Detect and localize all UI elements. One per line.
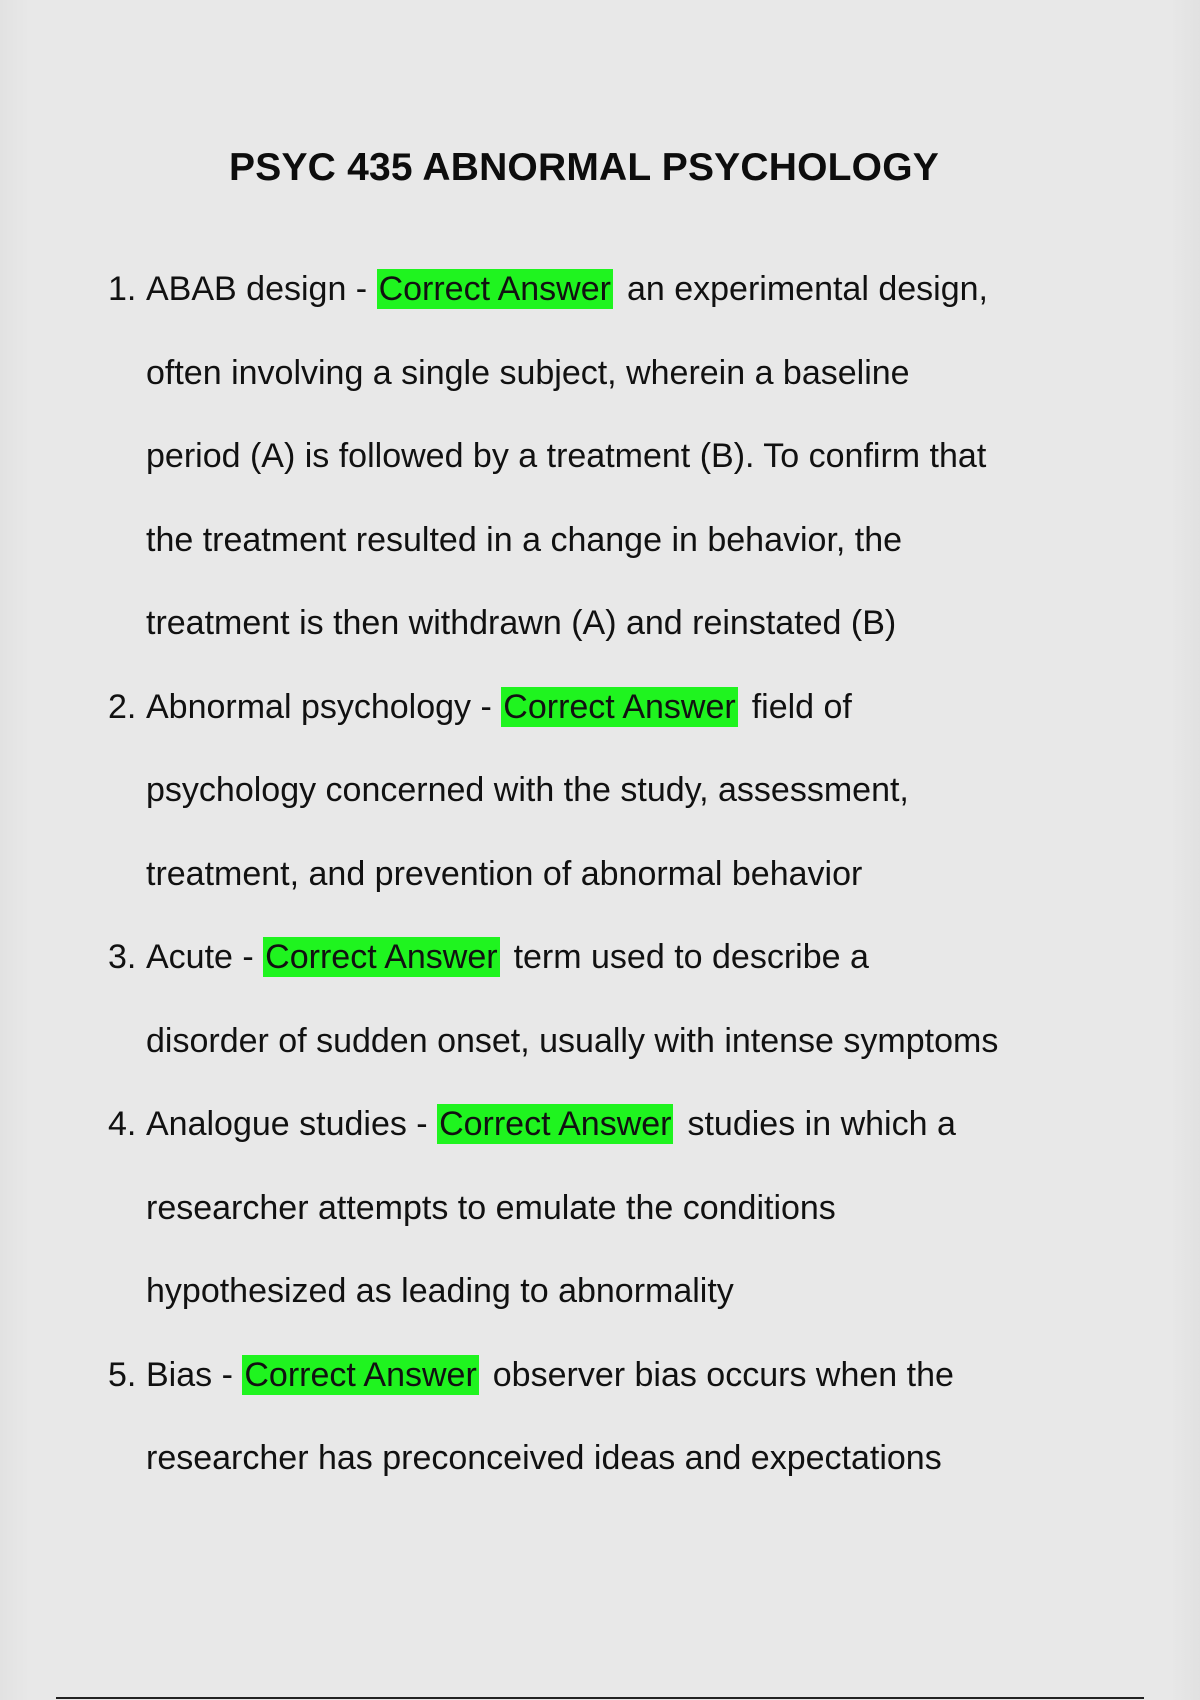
- item-number: 4.: [108, 1105, 137, 1143]
- footer-divider: [56, 1697, 1144, 1699]
- correct-answer-highlight: Correct Answer: [439, 1105, 672, 1143]
- list-item: [108, 1083, 1068, 1334]
- item-definition-line: treatment, and prevention of abnormal behavior: [146, 854, 863, 893]
- correct-answer-highlight: Correct Answer: [265, 938, 498, 976]
- item-definition-line: disorder of sudden onset, usually with intense symptoms: [146, 1021, 999, 1060]
- item-definition-line: psychology concerned with the study, assessment,: [146, 771, 909, 809]
- item-definition-line: treatment is then withdrawn (A) and reinstated (B): [146, 604, 897, 642]
- item-first-line: [146, 248, 1068, 332]
- item-first-line: [146, 1083, 1068, 1167]
- item-definition-line: an experimental design,: [626, 270, 988, 308]
- item-definition-line: researcher attempts to emulate the conditions: [146, 1188, 836, 1227]
- item-number: 5.: [108, 1355, 137, 1394]
- item-number: 3.: [108, 938, 137, 976]
- correct-answer-highlight: Correct Answer: [244, 1355, 477, 1394]
- document-title: PSYC 435 ABNORMAL PSYCHOLOGY: [229, 146, 939, 189]
- item-term: ABAB design -: [146, 270, 377, 308]
- item-term: Abnormal psychology -: [146, 687, 502, 726]
- list-item: [108, 248, 1068, 666]
- list-item: [108, 1334, 1068, 1501]
- item-term: Bias -: [146, 1355, 243, 1394]
- item-number: 2.: [108, 687, 137, 726]
- item-term: Analogue studies -: [146, 1105, 438, 1143]
- item-first-line: [146, 666, 1068, 750]
- correct-answer-highlight: Correct Answer: [378, 270, 611, 308]
- item-definition-line: period (A) is followed by a treatment (B). To confirm that: [146, 437, 987, 475]
- item-definition-line: studies in which a: [687, 1105, 956, 1143]
- item-first-line: [146, 1334, 1068, 1418]
- correct-answer-highlight: Correct Answer: [503, 687, 736, 726]
- item-term: Acute -: [146, 938, 264, 976]
- item-first-line: [146, 916, 1068, 1000]
- item-definition-line: often involving a single subject, wherein a baseline: [146, 353, 910, 392]
- flashcard-list: [108, 248, 1068, 1501]
- item-definition-line: hypothesized as leading to abnormality: [146, 1272, 734, 1310]
- item-number: 1.: [108, 270, 137, 308]
- item-definition-line: field of: [751, 687, 852, 726]
- item-definition-line: observer bias occurs when the: [492, 1355, 954, 1394]
- item-definition-line: term used to describe a: [513, 938, 869, 976]
- item-definition-line: the treatment resulted in a change in behavior, the: [146, 520, 903, 559]
- item-definition-line: researcher has preconceived ideas and expectations: [146, 1439, 942, 1477]
- list-item: [108, 666, 1068, 917]
- list-item: [108, 916, 1068, 1083]
